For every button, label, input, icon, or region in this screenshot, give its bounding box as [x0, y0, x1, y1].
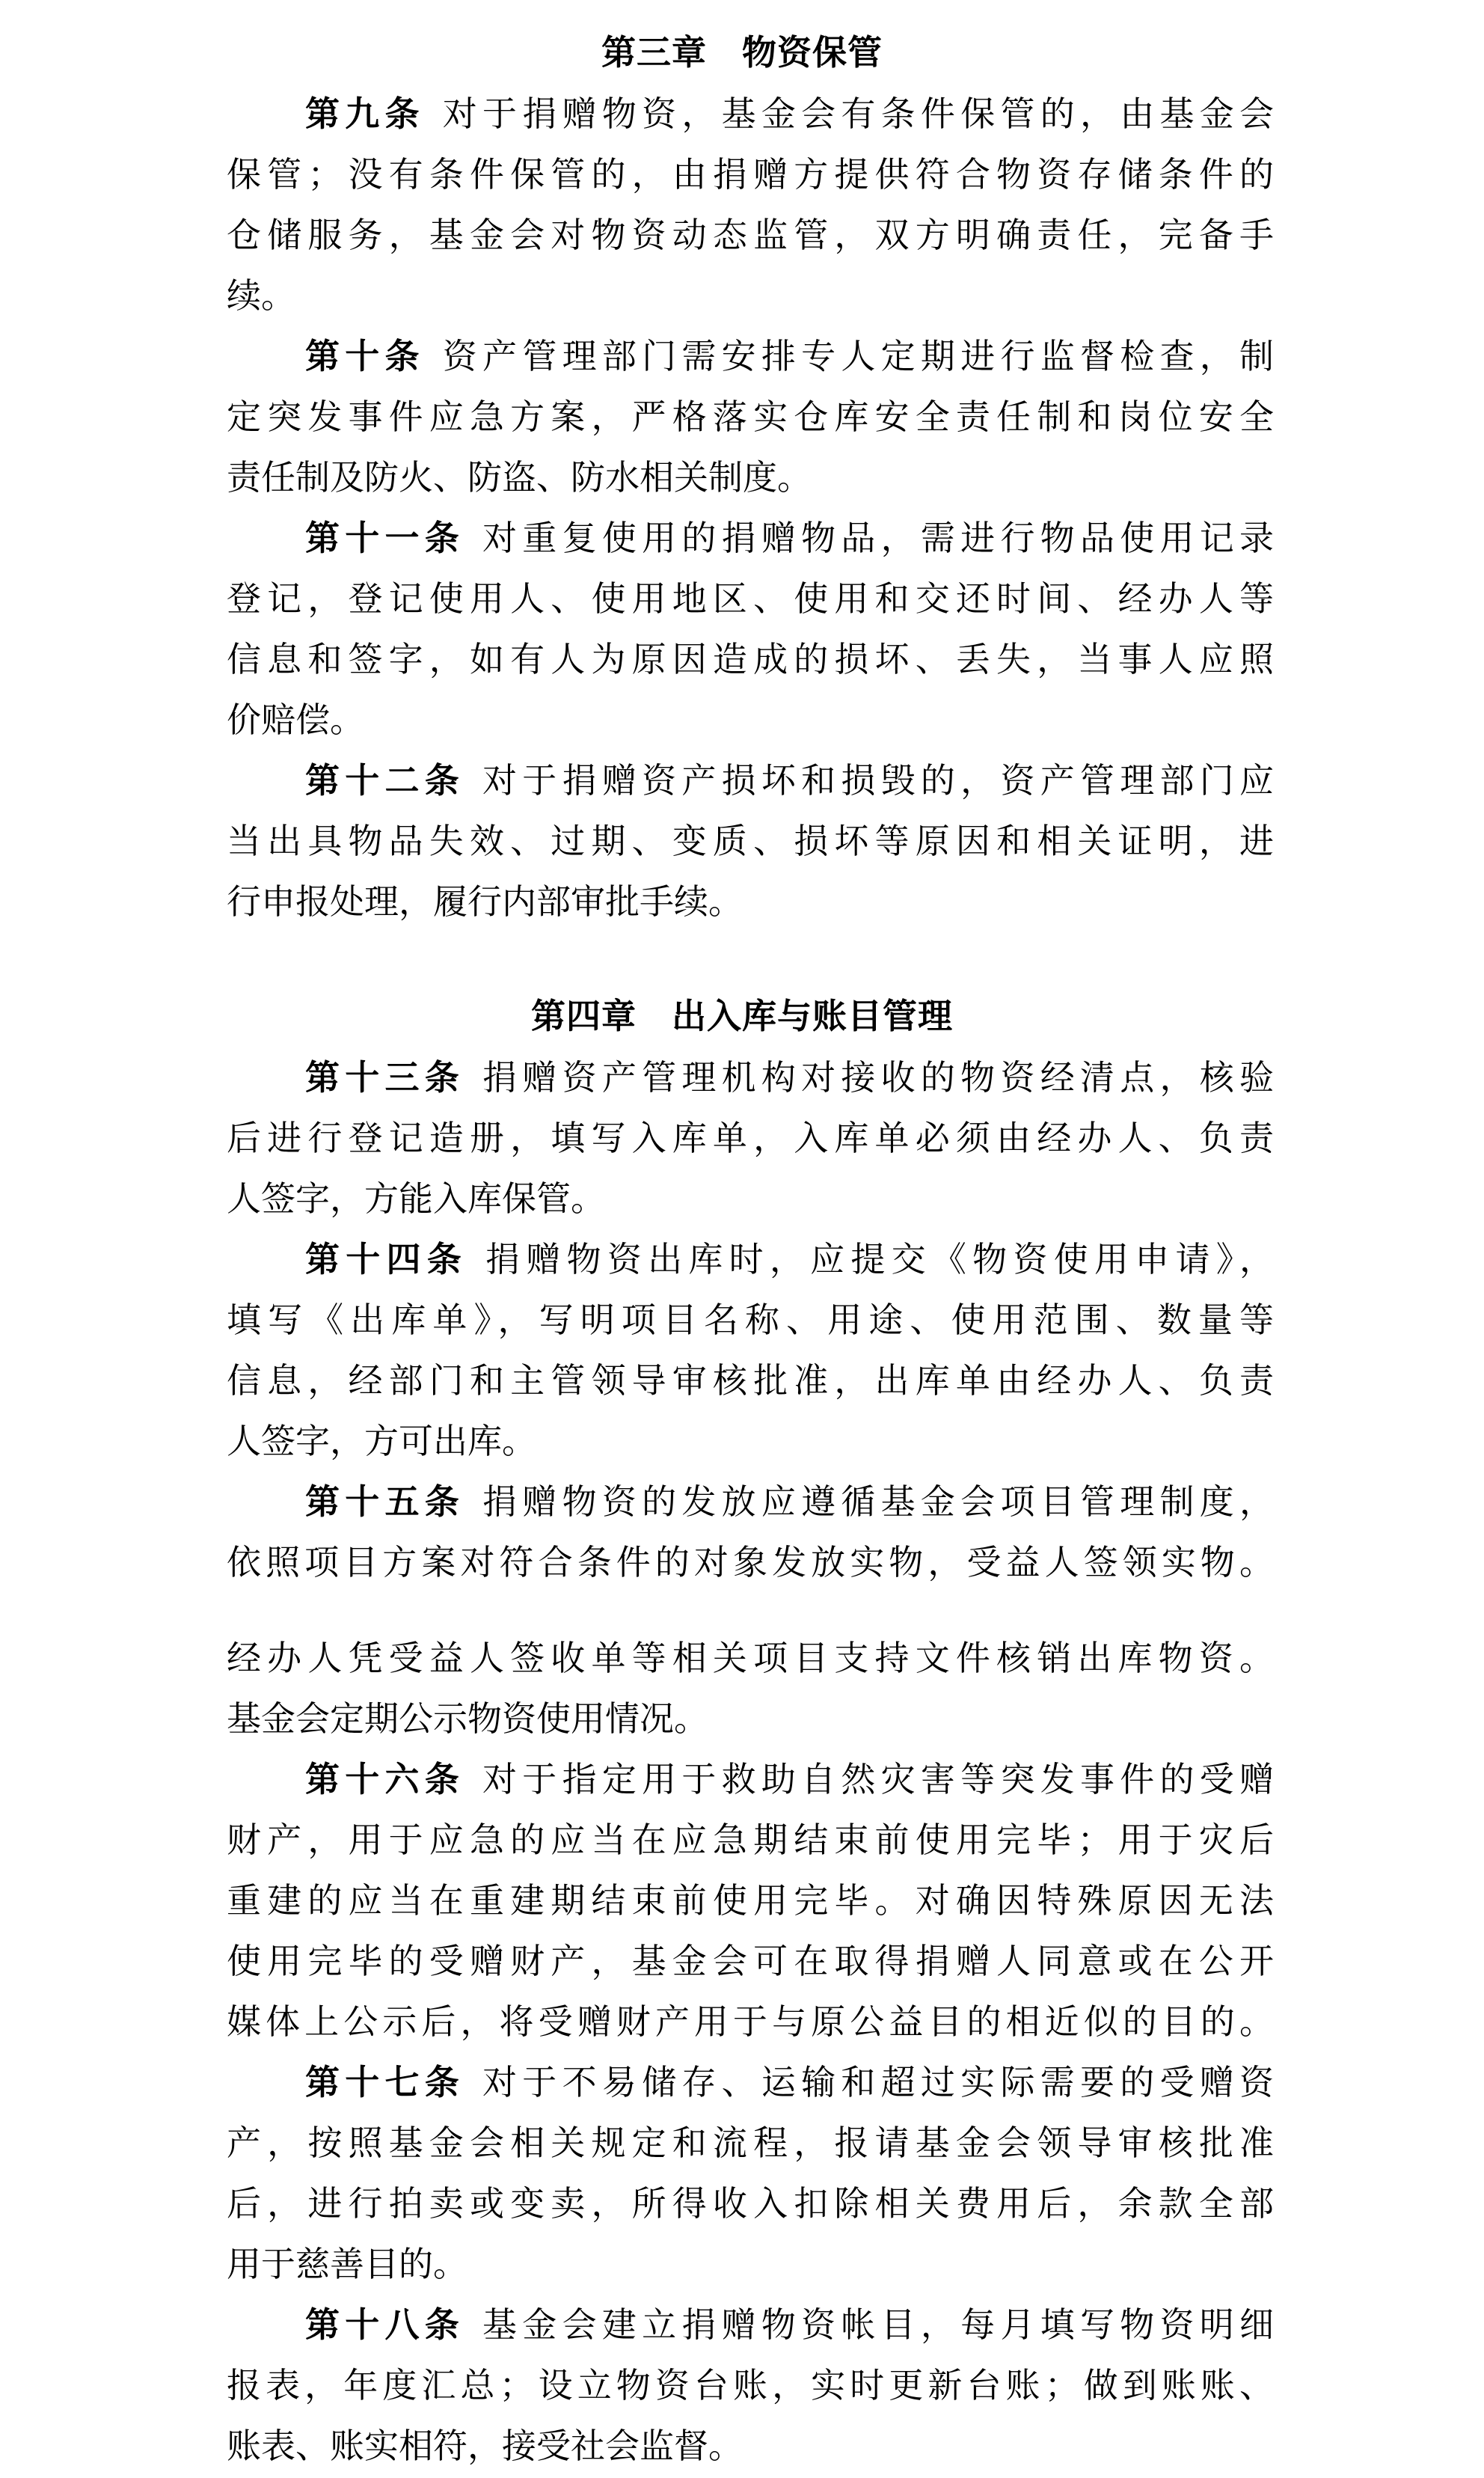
article-14-line-1	[305, 1229, 1274, 1290]
article-17-line-2: 产，按照基金会相关规定和流程，报请基金会领导审核批准	[227, 2123, 1274, 2163]
article-18-line-3: 账表、账实相符，接受社会监督。	[227, 2426, 743, 2466]
article-14-line-2: 填写《出库单》，写明项目名称、用途、使用范围、数量等	[227, 1300, 1274, 1340]
article-17-line-4: 用于慈善目的。	[227, 2244, 467, 2284]
article-11-line-2: 登记，登记使用人、使用地区、使用和交还时间、经办人等	[227, 578, 1274, 619]
article-15-line-2: 依照项目方案对符合条件的对象发放实物，受益人签领实物。	[227, 1542, 1274, 1582]
article-13-line-2: 后进行登记造册，填写入库单，入库单必须由经办人、负责	[227, 1118, 1274, 1158]
line-text: 对于捐赠资产损坏和损毁的，资产管理部门应	[482, 760, 1275, 801]
article-16-line-4: 使用完毕的受赠财产，基金会可在取得捐赠人同意或在公开	[227, 1941, 1274, 1981]
article-11-line-3: 信息和签字，如有人为原因造成的损坏、丢失，当事人应照	[227, 639, 1274, 679]
article-11-line-4: 价赔偿。	[227, 700, 364, 740]
article-9-line-1	[305, 84, 1274, 144]
line-text: 捐赠物资的发放应遵循基金会项目管理制度，	[482, 1481, 1275, 1522]
article-10-line-3: 责任制及防火、防盗、防水相关制度。	[227, 457, 812, 498]
line-text: 对重复使用的捐赠物品，需进行物品使用记录	[482, 518, 1275, 558]
article-number: 第十四条	[305, 1239, 468, 1279]
article-number: 第十七条	[305, 2062, 465, 2102]
line-text: 基金会建立捐赠物资帐目，每月填写物资明细	[482, 2304, 1275, 2345]
article-number: 第十六条	[305, 1759, 465, 1799]
article-12-line-2: 当出具物品失效、过期、变质、损坏等原因和相关证明，进	[227, 821, 1274, 861]
article-15-line-4: 基金会定期公示物资使用情况。	[227, 1698, 708, 1739]
article-14-line-3: 信息，经部门和主管领导审核批准，出库单由经办人、负责	[227, 1360, 1274, 1401]
article-17-line-3: 后，进行拍卖或变卖，所得收入扣除相关费用后，余款全部	[227, 2183, 1274, 2224]
article-16-line-3: 重建的应当在重建期结束前使用完毕。对确因特殊原因无法	[227, 1880, 1274, 1921]
article-17-line-1	[305, 2052, 1274, 2113]
line-text: 资产管理部门需安排专人定期进行监督检查，制	[442, 336, 1275, 376]
article-9-line-4: 续。	[227, 275, 295, 316]
article-16-line-1	[305, 1749, 1274, 1810]
article-number: 第九条	[305, 94, 425, 134]
article-16-line-5: 媒体上公示后，将受赠财产用于与原公益目的相近似的目的。	[227, 2001, 1274, 2042]
line-text: 捐赠物资出库时，应提交《物资使用申请》，	[485, 1239, 1275, 1279]
article-11-line-1	[305, 508, 1274, 569]
article-18-line-1	[305, 2295, 1274, 2355]
article-number: 第十五条	[305, 1481, 465, 1522]
article-14-line-4: 人签字，方可出库。	[227, 1421, 536, 1461]
line-text: 对于指定用于救助自然灾害等突发事件的受赠	[482, 1759, 1275, 1799]
article-10-line-2: 定突发事件应急方案，严格落实仓库安全责任制和岗位安全	[227, 397, 1274, 437]
article-18-line-2: 报表，年度汇总；设立物资台账，实时更新台账；做到账账、	[227, 2365, 1274, 2405]
article-13-line-3: 人签字，方能入库保管。	[227, 1178, 605, 1219]
article-12-line-1	[305, 750, 1274, 811]
article-number: 第十条	[305, 336, 425, 376]
chapter-title: 第三章 物资保管	[601, 32, 883, 73]
article-number: 第十一条	[305, 518, 465, 558]
chapter-title: 第四章 出入库与账目管理	[531, 996, 953, 1036]
article-10-line-1	[305, 326, 1274, 387]
article-13-line-1	[305, 1047, 1274, 1108]
article-15-line-3: 经办人凭受益人签收单等相关项目支持文件核销出库物资。	[227, 1638, 1274, 1678]
article-9-line-3: 仓储服务，基金会对物资动态监管，双方明确责任，完备手	[227, 215, 1274, 255]
line-text: 捐赠资产管理机构对接收的物资经清点，核验	[482, 1057, 1275, 1098]
article-15-line-1	[305, 1472, 1274, 1532]
article-number: 第十八条	[305, 2304, 465, 2345]
line-text: 对于捐赠物资，基金会有条件保管的，由基金会	[442, 94, 1275, 134]
article-number: 第十三条	[305, 1057, 465, 1098]
article-16-line-2: 财产，用于应急的应当在应急期结束前使用完毕；用于灾后	[227, 1820, 1274, 1860]
article-number: 第十二条	[305, 760, 465, 801]
line-text: 对于不易储存、运输和超过实际需要的受赠资	[482, 2062, 1275, 2102]
article-9-line-2: 保管；没有条件保管的，由捐赠方提供符合物资存储条件的	[227, 154, 1274, 195]
article-12-line-3: 行申报处理，履行内部审批手续。	[227, 881, 743, 922]
